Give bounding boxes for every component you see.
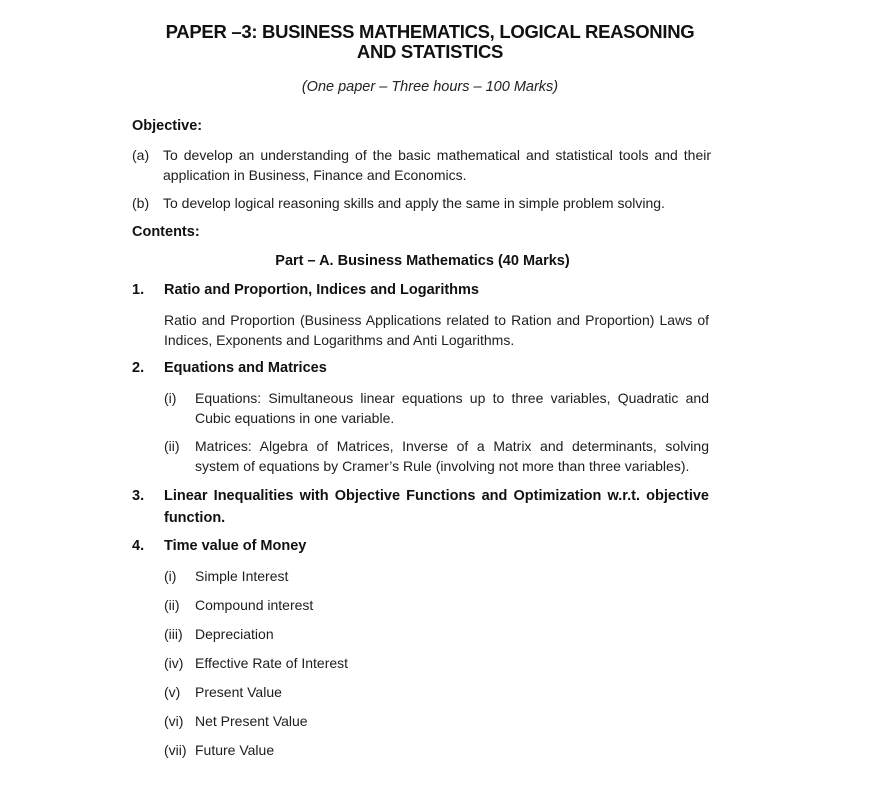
section-title: Linear Inequalities with Objective Functions and Optimization w.r.t. objective function.: [164, 488, 709, 526]
section-number: 2.: [132, 360, 145, 376]
list-item-label: (ii): [164, 438, 180, 454]
list-item-text: Present Value: [195, 684, 282, 700]
list-item-label: (iii): [164, 626, 183, 642]
paper-title-line-1: PAPER –3: BUSINESS MATHEMATICS, LOGICAL REASONING: [165, 21, 695, 42]
list-item-label: (i): [164, 390, 177, 406]
section-body: Ratio and Proportion (Business Applications related to Ration and Proportion) Laws of Indices, Exponents and Logarithms and Anti Logarithms.: [164, 312, 709, 348]
section-number: 1.: [132, 282, 145, 298]
section-number: 3.: [132, 488, 145, 504]
list-item-label: (vi): [164, 713, 184, 729]
list-item-text: Equations: Simultaneous linear equations up to three variables, Quadratic and Cubic equations in one variable.: [195, 390, 709, 426]
section-number: 4.: [132, 538, 145, 554]
list-item-label: (iv): [164, 655, 184, 671]
list-item-text: Compound interest: [195, 597, 314, 613]
list-item-label: (vii): [164, 742, 187, 758]
list-item-text: Matrices: Algebra of Matrices, Inverse of a Matrix and determinants, solving system of equations by Cramer’s Rule (involving not more than three variables).: [195, 438, 709, 474]
list-item-text: Simple Interest: [195, 568, 289, 584]
paper-title: [150, 22, 710, 62]
list-item-text: Future Value: [195, 742, 275, 758]
list-item-text: Depreciation: [195, 626, 274, 642]
objective-item-text: To develop an understanding of the basic mathematical and statistical tools and their application in Business, Finance and Economics.: [163, 147, 711, 183]
list-item-text: Net Present Value: [195, 713, 308, 729]
list-item-label: (i): [164, 568, 177, 584]
list-item-label: (ii): [164, 597, 180, 613]
paper-title-line-2: AND STATISTICS: [356, 41, 504, 62]
contents-heading: Contents:: [132, 224, 200, 240]
objective-item-label: (a): [132, 147, 150, 163]
paper-subtitle: (One paper – Three hours – 100 Marks): [301, 79, 559, 95]
list-item-label: (v): [164, 684, 181, 700]
section-title: Equations and Matrices: [164, 360, 327, 376]
objective-heading: Objective:: [132, 118, 203, 134]
objective-item-label: (b): [132, 195, 150, 211]
section-title: Time value of Money: [164, 538, 307, 554]
list-item-text: Effective Rate of Interest: [195, 655, 349, 671]
section-title: Ratio and Proportion, Indices and Logarithms: [164, 282, 479, 298]
objective-item-text: To develop logical reasoning skills and apply the same in simple problem solving.: [163, 195, 665, 211]
part-a-heading: Part – A. Business Mathematics (40 Marks): [275, 253, 570, 269]
